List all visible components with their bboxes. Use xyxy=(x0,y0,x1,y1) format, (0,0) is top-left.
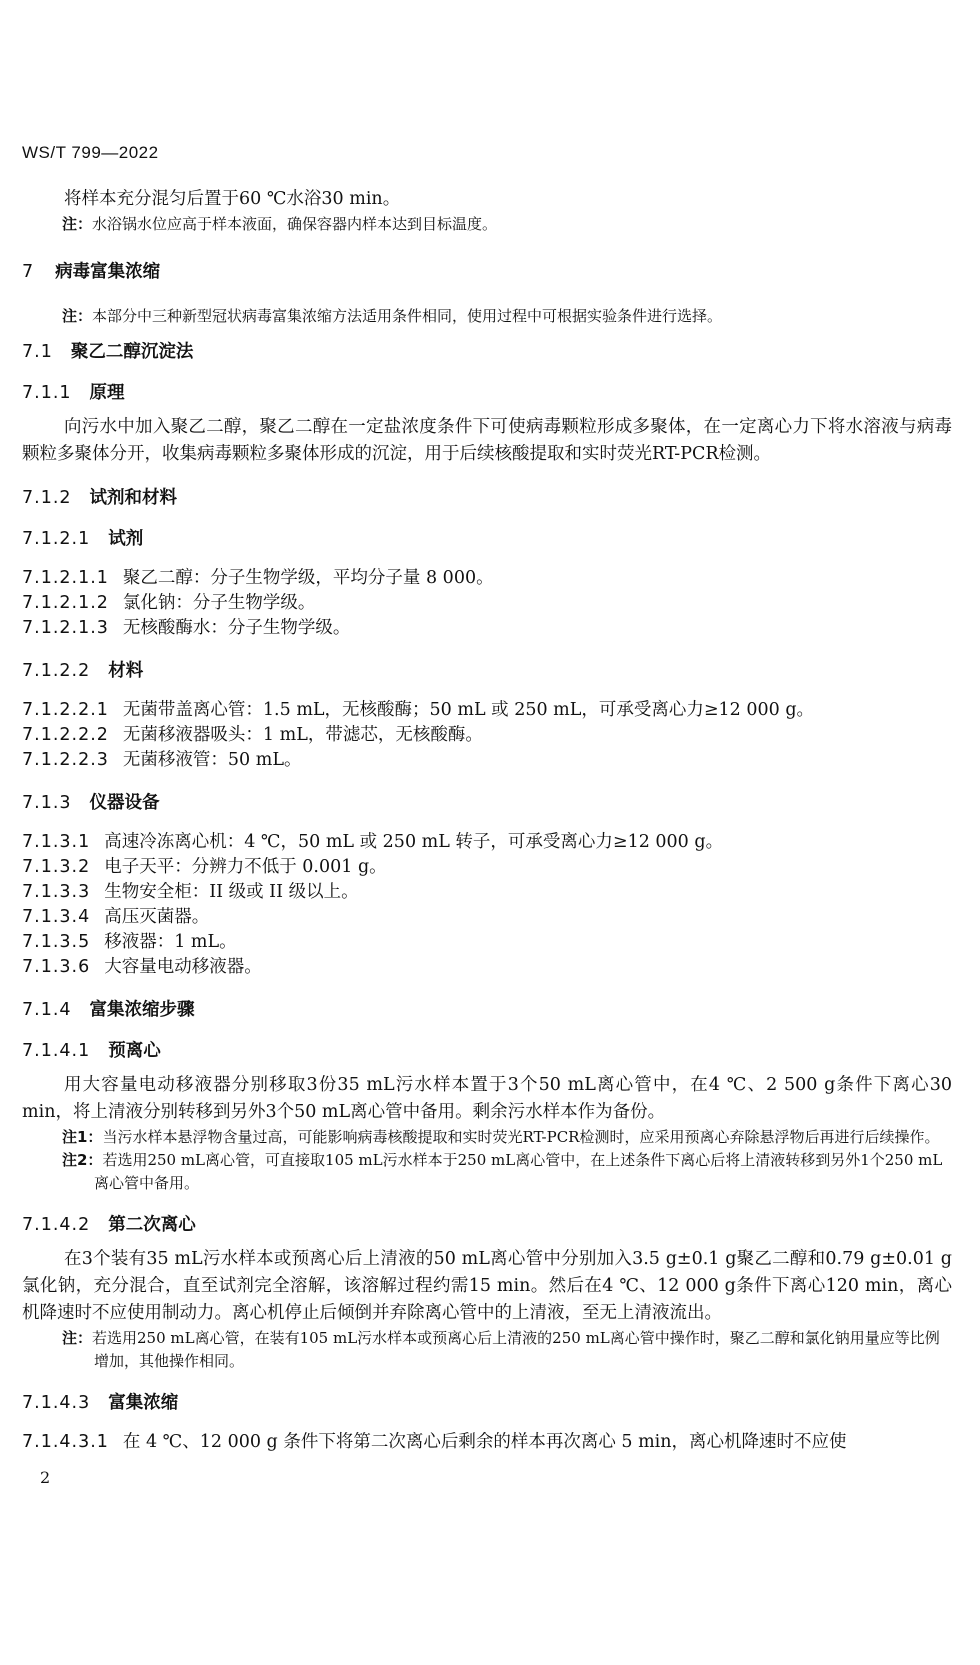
clause-text: 无菌移液管：50 mL。 xyxy=(122,750,302,770)
section-title: 材料 xyxy=(108,661,144,681)
page-number: 2 xyxy=(40,1468,51,1487)
note-label: 注1： xyxy=(62,1128,103,1146)
section-title: 病毒富集浓缩 xyxy=(55,262,161,282)
section-number: 7.1 xyxy=(22,342,53,362)
clause-text: 无菌带盖离心管：1.5 mL，无核酸酶；50 mL 或 250 mL，可承受离心力≥12 000 g。 xyxy=(122,700,815,720)
clause-item xyxy=(22,616,952,641)
clause-item xyxy=(22,698,952,723)
section-heading-7-1-3 xyxy=(22,789,952,814)
clause-item xyxy=(22,880,952,905)
note-label: 注： xyxy=(62,1329,93,1347)
note xyxy=(62,1126,952,1149)
note xyxy=(62,305,952,328)
section-title: 预离心 xyxy=(108,1041,161,1061)
note-label: 注： xyxy=(62,215,93,233)
clause-number: 7.1.3.6 xyxy=(22,957,91,977)
note xyxy=(62,1327,952,1373)
section-title: 原理 xyxy=(89,383,125,403)
section-number: 7.1.1 xyxy=(22,383,72,403)
clause-item xyxy=(22,566,952,591)
section-number: 7.1.4 xyxy=(22,1000,72,1020)
clause-text: 生物安全柜：II 级或 II 级以上。 xyxy=(104,882,359,902)
paragraph: 在3个装有35 mL污水样本或预离心后上清液的50 mL离心管中分别加入3.5 g±0.1 g聚乙二醇和0.79 g±0.01 g氯化钠，充分混合，直至试剂完全溶解，该溶解过程约需15 min。然后在4 ℃、12 000 g条件下离心120 min，离心机降速时不应使用制动力。离心机停止后倾倒并弃除离心管中的上清液，至无上清液流出。 xyxy=(22,1249,952,1323)
clause-text: 聚乙二醇：分子生物学级，平均分子量 8 000。 xyxy=(122,568,494,588)
clause-text: 无菌移液器吸头：1 mL，带滤芯，无核酸酶。 xyxy=(122,725,483,745)
section-heading-7-1-4-3 xyxy=(22,1389,952,1414)
section-heading-7-1-2-2 xyxy=(22,657,952,682)
clause-number: 7.1.3.5 xyxy=(22,932,91,952)
section-number: 7.1.3 xyxy=(22,793,72,813)
clause-item xyxy=(22,855,952,880)
clause-text: 大容量电动移液器。 xyxy=(104,957,262,977)
document-body xyxy=(22,186,952,1455)
clause-item xyxy=(22,905,952,930)
note-text: 水浴锅水位应高于样本液面，确保容器内样本达到目标温度。 xyxy=(92,215,498,233)
clause-item xyxy=(22,1430,952,1455)
note-label: 注： xyxy=(62,307,93,325)
section-title: 试剂 xyxy=(108,529,144,549)
section-title: 试剂和材料 xyxy=(89,488,178,508)
note-text: 若选用250 mL离心管，在装有105 mL污水样本或预离心后上清液的250 mL离心管中操作时，聚乙二醇和氯化钠用量应等比例增加，其他操作相同。 xyxy=(92,1329,940,1370)
clause-number: 7.1.2.1.3 xyxy=(22,618,109,638)
clause-number: 7.1.2.2.2 xyxy=(22,725,109,745)
section-number: 7.1.4.2 xyxy=(22,1215,91,1235)
paragraph: 用大容量电动移液器分别移取3份35 mL污水样本置于3个50 mL离心管中，在4 ℃、2 500 g条件下离心30 min，将上清液分别转移到另外3个50 mL离心管中备用。剩余污水样本作为备份。 xyxy=(22,1075,952,1122)
section-title: 富集浓缩 xyxy=(108,1393,179,1413)
note xyxy=(62,213,952,236)
clause-item xyxy=(22,748,952,773)
clause-item xyxy=(22,723,952,748)
note-text: 当污水样本悬浮物含量过高，可能影响病毒核酸提取和实时荧光RT-PCR检测时，应采用预离心弃除悬浮物后再进行后续操作。 xyxy=(102,1128,940,1146)
clause-number: 7.1.2.1.1 xyxy=(22,568,109,588)
section-number: 7.1.4.1 xyxy=(22,1041,91,1061)
clause-number: 7.1.2.2.1 xyxy=(22,700,109,720)
clause-item xyxy=(22,930,952,955)
clause-text: 高速冷冻离心机：4 ℃，50 mL 或 250 mL 转子，可承受离心力≥12 000 g。 xyxy=(104,832,724,852)
section-number: 7.1.2.1 xyxy=(22,529,91,549)
section-title: 富集浓缩步骤 xyxy=(89,1000,195,1020)
clause-item xyxy=(22,591,952,616)
clause-item xyxy=(22,830,952,855)
section-number: 7.1.4.3 xyxy=(22,1393,91,1413)
note xyxy=(62,1149,952,1195)
section-title: 第二次离心 xyxy=(108,1215,196,1235)
section-number: 7.1.2.2 xyxy=(22,661,91,681)
paragraph: 向污水中加入聚乙二醇，聚乙二醇在一定盐浓度条件下可使病毒颗粒形成多聚体，在一定离心力下将水溶液与病毒颗粒多聚体分开，收集病毒颗粒多聚体形成的沉淀，用于后续核酸提取和实时荧光RT-PCR检测。 xyxy=(22,417,952,464)
section-heading-7-1-2 xyxy=(22,484,952,509)
section-heading-7-1-4-2 xyxy=(22,1211,952,1236)
clause-text: 氯化钠：分子生物学级。 xyxy=(122,593,316,613)
clause-item xyxy=(22,955,952,980)
section-title: 仪器设备 xyxy=(89,793,160,813)
clause-text: 无核酸酶水：分子生物学级。 xyxy=(122,618,351,638)
note-text: 若选用250 mL离心管，可直接取105 mL污水样本于250 mL离心管中，在上述条件下离心后将上清液转移到另外1个250 mL离心管中备用。 xyxy=(94,1151,943,1192)
clause-text: 在 4 ℃、12 000 g 条件下将第二次离心后剩余的样本再次离心 5 min，离心机降速时不应使 xyxy=(122,1432,847,1452)
clause-number: 7.1.3.4 xyxy=(22,907,91,927)
clause-number: 7.1.4.3.1 xyxy=(22,1432,109,1452)
section-heading-7-1-4-1 xyxy=(22,1037,952,1062)
clause-number: 7.1.3.1 xyxy=(22,832,91,852)
note-label: 注2： xyxy=(62,1151,103,1169)
section-heading-7-1-1 xyxy=(22,379,952,404)
note-text: 本部分中三种新型冠状病毒富集浓缩方法适用条件相同，使用过程中可根据实验条件进行选择。 xyxy=(92,307,723,325)
section-title: 聚乙二醇沉淀法 xyxy=(70,342,194,362)
paragraph: 将样本充分混匀后置于60 ℃水浴30 min。 xyxy=(64,189,401,209)
clause-number: 7.1.2.1.2 xyxy=(22,593,109,613)
standard-header: WS/T 799—2022 xyxy=(22,143,159,162)
section-number: 7.1.2 xyxy=(22,488,72,508)
clause-text: 高压灭菌器。 xyxy=(104,907,210,927)
section-heading-7-1-4 xyxy=(22,996,952,1021)
clause-text: 电子天平：分辨力不低于 0.001 g。 xyxy=(104,857,387,877)
clause-text: 移液器：1 mL。 xyxy=(104,932,237,952)
section-heading-7 xyxy=(22,258,952,283)
clause-number: 7.1.3.3 xyxy=(22,882,91,902)
section-heading-7-1-2-1 xyxy=(22,525,952,550)
clause-number: 7.1.2.2.3 xyxy=(22,750,109,770)
section-number: 7 xyxy=(22,262,34,282)
section-heading-7-1 xyxy=(22,338,952,363)
clause-number: 7.1.3.2 xyxy=(22,857,91,877)
